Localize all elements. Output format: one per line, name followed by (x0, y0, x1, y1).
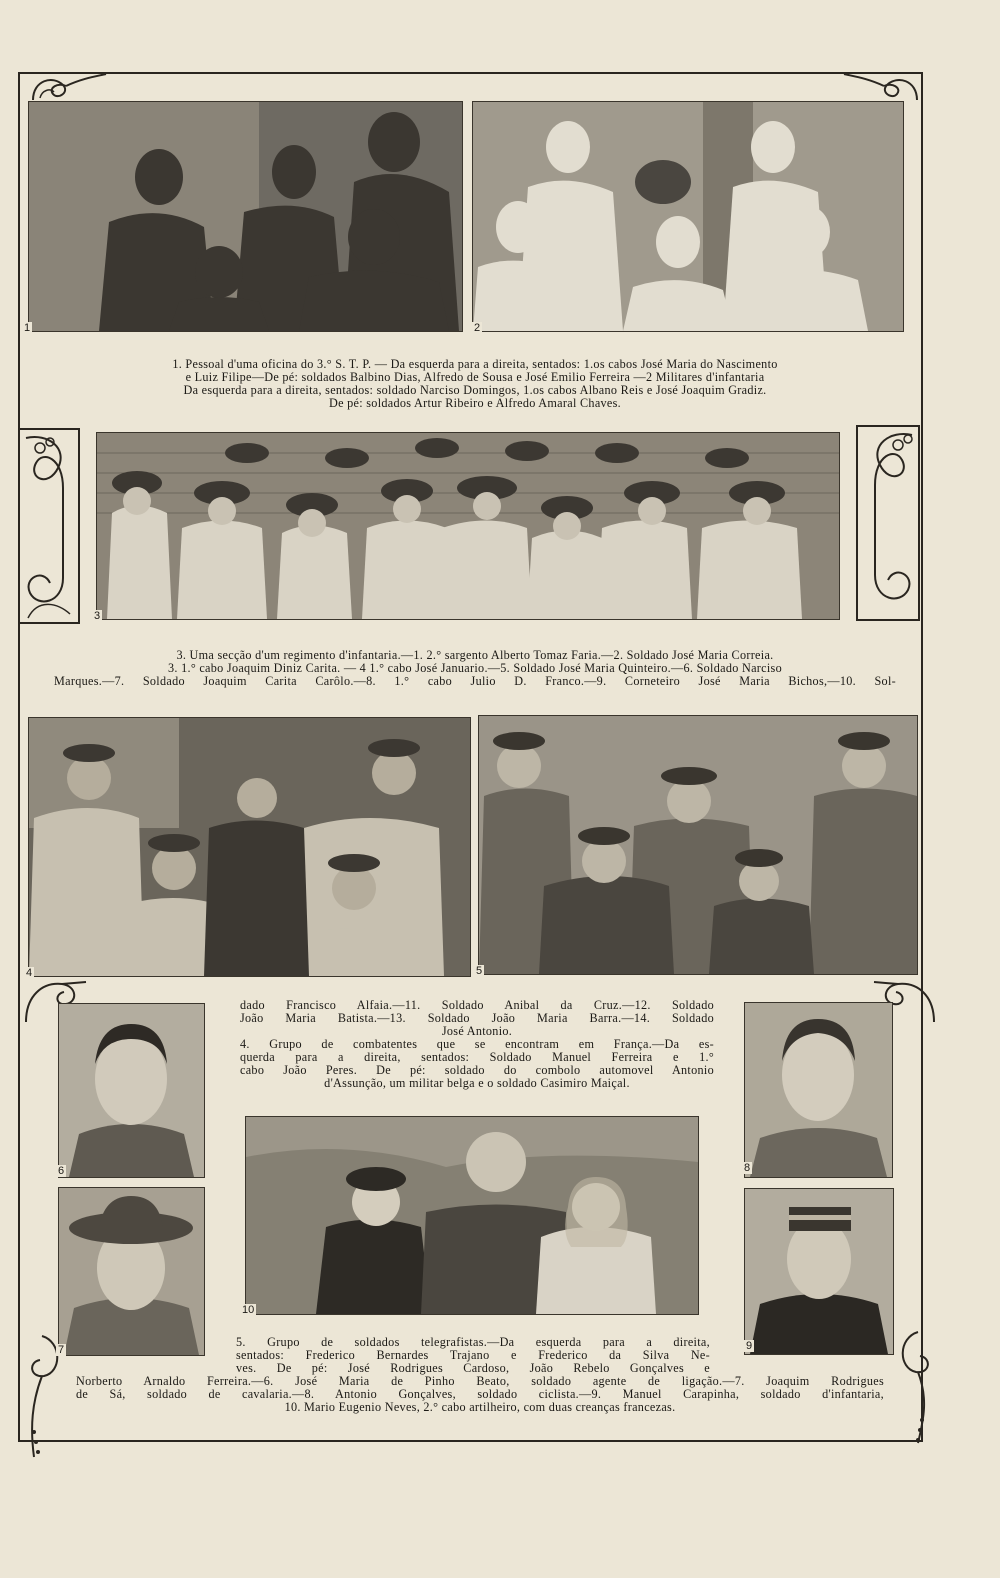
ornament-right-panel-icon (856, 425, 920, 621)
photo-10 (245, 1116, 699, 1315)
caption-bottom-line: ves. De pé: José Rodrigues Cardoso, João Rebelo Gonçalves e (236, 1361, 710, 1375)
photo-1-figures-icon (29, 102, 462, 331)
photo-8-portrait-icon (745, 1003, 892, 1177)
photo-3 (96, 432, 840, 620)
photo-1-number: 1 (24, 322, 31, 334)
caption-middle-line: dado Francisco Alfaia.—11. Soldado Anibal da Cruz.—12. Soldado (240, 998, 714, 1012)
photo-9-portrait-icon (745, 1189, 893, 1354)
caption-bottom-line: Norberto Arnaldo Ferreira.—6. José Maria de Pinho Beato, soldado agente de ligação.—7. Joaquim Rodrigues (76, 1374, 884, 1388)
caption-middle-line: 4. Grupo de combatentes que se encontram em França.—Da es- (240, 1037, 714, 1051)
photo-10-figures-icon (246, 1117, 698, 1314)
caption-middle-line: querda para a direita, sentados: Soldado Manuel Ferreira e 1.° (240, 1050, 714, 1064)
caption-1-line: De pé: soldados Artur Ribeiro e Alfredo Amaral Chaves. (328, 396, 622, 410)
photo-5-figures-icon (479, 716, 917, 974)
photo-6-number: 6 (58, 1165, 65, 1177)
caption-1-line: Da esquerda para a direita, sentados: soldado Narciso Domingos, 1.os cabos Albano Reis e José Joaquim Gradiz. (183, 383, 767, 397)
photo-8 (744, 1002, 893, 1178)
photo-4-figures-icon (29, 718, 470, 976)
photo-4-number: 4 (26, 967, 33, 979)
caption-3 (54, 649, 896, 688)
photo-7-portrait-icon (59, 1188, 204, 1355)
photo-6 (58, 1003, 205, 1178)
caption-bottom-wide (76, 1375, 884, 1414)
photo-9 (744, 1188, 894, 1355)
caption-middle (240, 999, 714, 1090)
caption-middle-line: d'Assunção, um militar belga e o soldado Casimiro Maiçal. (324, 1076, 630, 1090)
caption-bottom-narrow (236, 1336, 710, 1375)
caption-bottom-line: sentados: Frederico Bernardes Trajano e Frederico da Silva Ne- (236, 1348, 710, 1362)
photo-2-number: 2 (474, 322, 481, 334)
caption-bottom-line: 5. Grupo de soldados telegrafistas.—Da esquerda para a direita, (236, 1335, 710, 1349)
photo-2 (472, 101, 904, 332)
ornament-left-panel-icon (18, 428, 80, 624)
caption-3-line: Marques.—7. Soldado Joaquim Carita Carôlo.—8. 1.° cabo Julio D. Franco.—9. Corneteiro José Maria Bichos,—10. Sol- (54, 674, 896, 688)
photo-6-portrait-icon (59, 1004, 204, 1177)
caption-3-line: 3. 1.° cabo Joaquim Diniz Carita. — 4 1.° cabo José Januario.—5. Soldado José Maria Quinteiro.—6. Soldado Narciso (168, 661, 782, 675)
caption-middle-line: José Antonio. (441, 1024, 513, 1038)
caption-3-line: 3. Uma secção d'um regimento d'infantaria.—1. 2.° sargento Alberto Tomaz Faria.—2. Soldado José Maria Correia. (176, 648, 774, 662)
photo-10-number: 10 (242, 1304, 255, 1316)
caption-1 (54, 358, 896, 410)
photo-9-number: 9 (746, 1340, 753, 1352)
photo-7-number: 7 (58, 1344, 65, 1356)
photo-5 (478, 715, 918, 975)
photo-3-number: 3 (94, 610, 101, 622)
photo-4 (28, 717, 471, 977)
photo-5-number: 5 (476, 965, 483, 977)
caption-middle-line: João Maria Batista.—13. Soldado João Maria Barra.—14. Soldado (240, 1011, 714, 1025)
photo-3-figures-icon (97, 433, 839, 619)
caption-1-line: e Luiz Filipe—De pé: soldados Balbino Dias, Alfredo de Sousa e José Emilio Ferreira —2 Militares d'infantaria (185, 370, 765, 384)
caption-bottom-line: de Sá, soldado de cavalaria.—8. Antonio Gonçalves, soldado ciclista.—9. Manuel Carapinha, soldado d'infantaria, (76, 1387, 884, 1401)
photo-1 (28, 101, 463, 332)
caption-bottom-line: 10. Mario Eugenio Neves, 2.° cabo artilheiro, com duas creanças francezas. (284, 1400, 676, 1414)
ornament-bottom-right-icon (888, 1328, 938, 1448)
photo-8-number: 8 (744, 1162, 751, 1174)
caption-1-line: 1. Pessoal d'uma oficina do 3.° S. T. P. — Da esquerda para a direita, sentados: 1.os cabos José Maria do Nascimento (172, 357, 778, 371)
photo-7 (58, 1187, 205, 1356)
photo-2-figures-icon (473, 102, 903, 331)
caption-middle-line: cabo João Peres. De pé: soldado do combolo automovel Antonio (240, 1063, 714, 1077)
